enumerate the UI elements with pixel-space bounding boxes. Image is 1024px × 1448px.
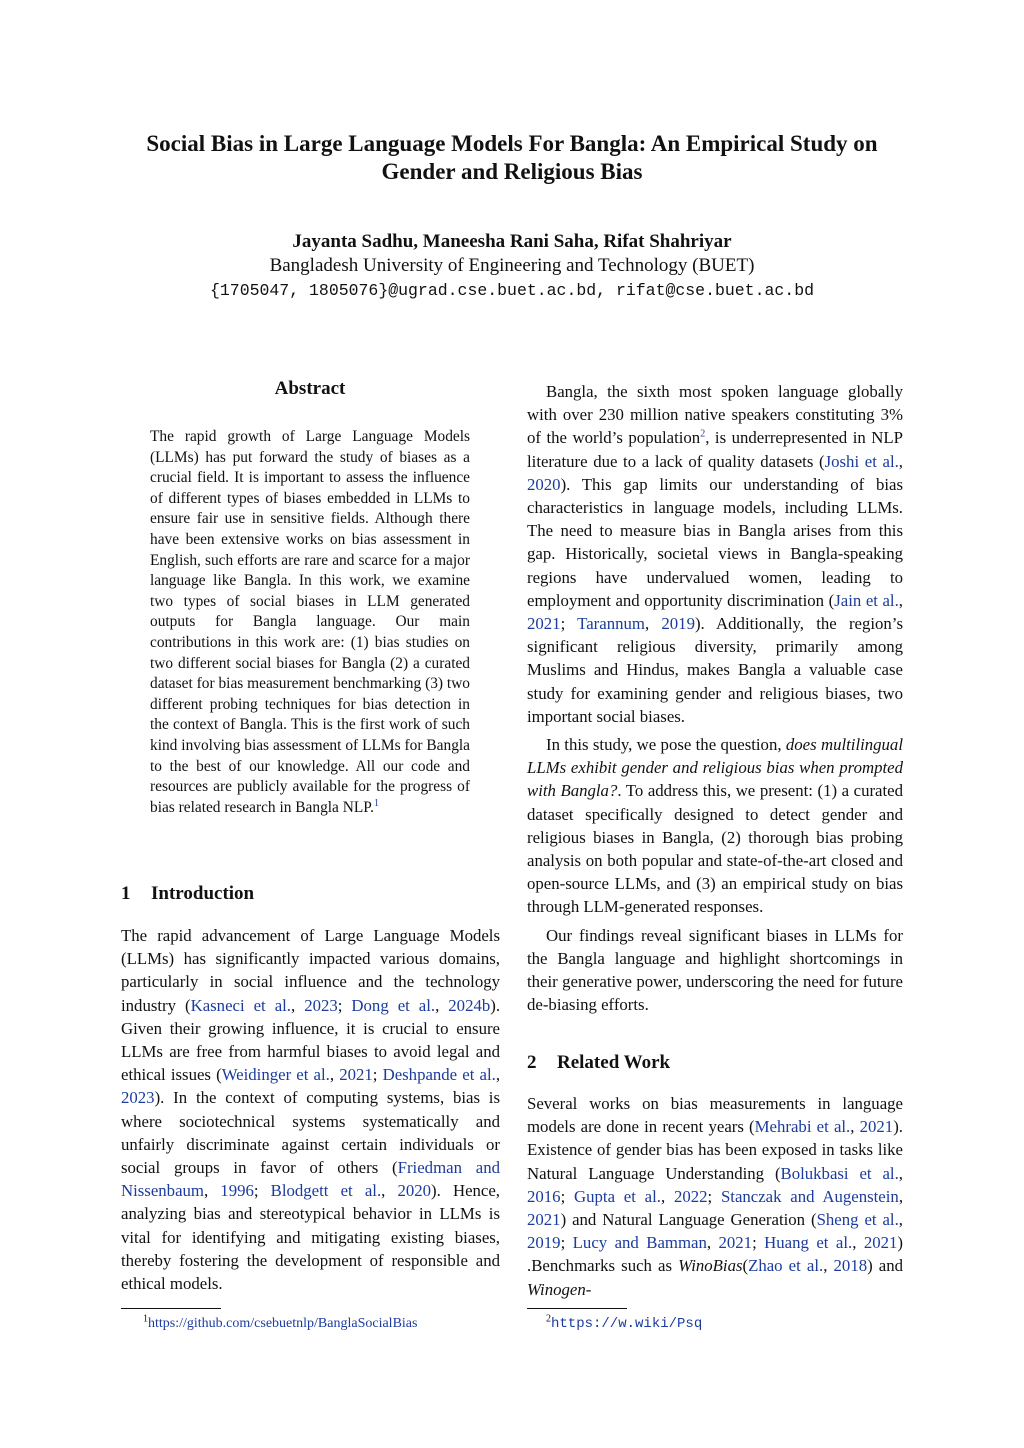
citation-link[interactable]: 2021 [863,1233,898,1253]
affiliation: Bangladesh University of Engineering and Technology (BUET) [269,255,755,276]
citation-link[interactable]: Stanczak and Augenstein [720,1186,899,1206]
abstract-heading: Abstract [274,378,346,399]
citation-link[interactable]: 2021 [339,1065,373,1085]
text: ). Given their growing influence, it is crucial to ensure LLMs are free from harmful biases to avoid legal and ethical issues ( [121,995,501,1085]
citation-link[interactable]: 2024b [448,995,491,1015]
abstract-body: The rapid growth of Large Language Models (LLMs) has put forward the study of biases as a crucial field. It is important to assess the influence of different types of biases embedded in LLMs to ensure fair use in sensitive fields. Although there have been extensive works on bias assessment in English, such efforts are rare and scarce for a major language like Bangla. In this work, we examine two types of social biases in LLM generated outputs for Bangla language. Our main contributions in this work are: (1) bias studies on two different social biases for Bangla (2) a curated dataset for bias measurement benchmarking (3) two different probing techniques for bias detection in the context of Bangla. This is the first work of such kind involving bias assessment of LLMs for Bangla to the best of our knowledge. All our code and resources are publicly available for the progress of bias related research in Bangla NLP. [150,428,470,816]
citation-link[interactable]: 2020 [527,474,561,494]
footnote-number: 1 [143,1313,148,1325]
citation-link[interactable]: 2022 [673,1186,708,1206]
text: , [850,1117,860,1137]
text: ) and [867,1256,904,1276]
text: ; [707,1186,721,1206]
text: ). Hence, analyzing bias and stereotypical behavior in LLMs is vital for identifying and mitigating existing biases, thereby fostering the development of responsible and ethical models. [121,1181,500,1294]
title-line-2: Gender and Religious Bias [381,159,643,184]
abstract-text [150,427,470,818]
citation-link[interactable]: 2016 [527,1186,561,1206]
text: , [823,1256,834,1276]
title-line-1: Social Bias in Large Language Models For Bangla: An Empirical Study on [146,131,878,156]
citation-link[interactable]: Weidinger et al. [221,1065,330,1085]
text: ). Existence of gender bias has been exposed in tasks like Natural Language Understanding ( [527,1117,903,1183]
benchmark-name: Winogen- [527,1279,592,1299]
right-column [527,380,903,1016]
benchmark-name: WinoBias [678,1256,743,1276]
arxiv-sidebar [8,478,74,1050]
citation-link[interactable]: Mehrabi et al. [754,1117,851,1137]
citation-link[interactable]: 2023 [121,1088,155,1108]
paragraph-bangla [527,380,903,728]
paragraph-study [527,733,903,919]
footnote-1 [143,1313,418,1332]
text: , [291,995,305,1015]
citation-link[interactable]: 2019 [527,1233,561,1253]
footnote-mark-2[interactable]: 2 [700,428,706,440]
text: , [381,1181,398,1201]
paragraph-findings: Our findings reveal significant biases in LLMs for the Bangla language and highlight shortcomings in their generative power, underscoring the need for future de-biasing efforts. [527,925,903,1015]
section-title: Introduction [151,883,255,904]
text: , [898,590,903,610]
text: ). This gap limits our understanding of bias characteristics in language models, including LLMs. The need to measure bias in Bangla arises from this gap. Historically, societal views in Bangla-speaking regions have undervalued women, leading to employment and opportunity discrimination ( [527,474,903,610]
text: ; [337,995,352,1015]
related-work-paragraph [527,1092,903,1301]
citation-link[interactable]: Jain et al. [834,590,899,610]
text: ; [752,1233,765,1253]
text: , is underrepresented in NLP literature due to a lack of quality datasets ( [527,428,903,471]
text: , [660,1186,674,1206]
citation-link[interactable]: Bolukbasi et al. [780,1163,899,1183]
text: ; [372,1065,383,1085]
section-number: 1 [121,883,131,904]
citation-link[interactable]: Dong et al. [351,995,436,1015]
text: Bangla, the sixth most spoken language globally with over 230 million native speakers constituting 3% of the world’s population [527,382,903,448]
text: , [898,451,903,471]
authors: Jayanta Sadhu, Maneesha Rani Saha, Rifat Shahriyar [292,231,732,252]
text: ; [253,1181,271,1201]
citation-link[interactable]: 2021 [527,614,561,634]
footnote-link[interactable]: https://github.com/csebuetnlp/BanglaSocialBias [148,1316,418,1331]
text: , [644,614,662,634]
text: . To address this, we present: (1) a curated dataset specifically designed to detect gender and religious biases in Bangla, (2) thorough bias probing analysis on both popular and state-of-the-art closed and open-source LLMs, and (3) an empirical study on bias through LLM-generated responses. [527,781,903,917]
citation-link[interactable]: Gupta et al. [574,1186,661,1206]
citation-link[interactable]: Joshi et al. [824,451,899,471]
citation-link[interactable]: Zhao et al. [748,1256,824,1276]
citation-link[interactable]: Blodgett et al. [270,1181,382,1201]
text: ; [560,614,578,634]
text: , [495,1065,501,1085]
text: , [435,995,449,1015]
citation-link[interactable]: Lucy and Bamman [572,1233,707,1253]
text: , [898,1163,903,1183]
paper-title [100,130,924,186]
footnote-mark-1[interactable]: 1 [373,797,379,809]
citation-link[interactable]: 1996 [220,1181,254,1201]
citation-link[interactable]: Sheng et al. [816,1210,899,1230]
text: Several works on bias measurements in language models are done in recent years ( [527,1094,903,1137]
citation-link[interactable]: Kasneci et al. [190,995,292,1015]
citation-link[interactable]: 2021 [718,1233,753,1253]
section-title: Related Work [557,1052,671,1073]
footnote-number: 2 [546,1313,551,1325]
citation-link[interactable]: Deshpande et al. [382,1065,496,1085]
emails: {1705047, 1805076}@ugrad.cse.buet.ac.bd, rifat@cse.buet.ac.bd [210,281,814,300]
text: , [329,1065,340,1085]
section-heading-related-work [527,1052,670,1074]
text: In this study, we pose the question, [546,735,786,755]
research-question: does multilingual LLMs exhibit gender and religious bias when prompted with Bangla? [527,735,903,801]
text: , [898,1186,904,1206]
citation-link[interactable]: Friedman and Nissenbaum [121,1158,500,1201]
text: , [898,1210,903,1230]
citation-link[interactable]: 2020 [397,1181,432,1201]
section-number: 2 [527,1052,537,1073]
citation-link[interactable]: 2018 [833,1256,868,1276]
text: ). In the context of computing systems, bias is where sociotechnical systems systematically and unfairly discriminate against certain individuals or social groups in favor of others ( [121,1088,500,1178]
citation-link[interactable]: Tarannum [577,614,645,634]
text: The rapid advancement of Large Language Models (LLMs) has significantly impacted various domains, particularly in social influence and the technology industry ( [121,926,500,1015]
citation-link[interactable]: 2023 [304,995,338,1015]
text: ; [560,1233,573,1253]
text: ) and Natural Language Generation ( [560,1210,817,1230]
citation-link[interactable]: Huang et al. [764,1233,853,1253]
intro-paragraph [121,924,500,1295]
citation-link[interactable]: 2019 [661,614,695,634]
footnote-rule [527,1308,627,1309]
footnote-2 [546,1313,703,1332]
text: , [852,1233,864,1253]
text: ). Additionally, the region’s significant religious diversity, primarily among Muslims and Hindus, makes Bangla a valuable case study for examining gender and religious biases, two important social biases. [527,614,904,726]
text: ( [742,1256,749,1276]
section-heading-introduction [121,883,254,905]
text: ; [560,1186,574,1206]
text: , [706,1233,719,1253]
text: ) .Benchmarks such as [527,1233,904,1276]
footnote-rule [121,1308,221,1309]
citation-link[interactable]: 2021 [859,1117,894,1137]
footnote-link[interactable]: https://w.wiki/Psq [551,1316,703,1332]
text: , [203,1181,221,1201]
citation-link[interactable]: 2021 [527,1210,561,1230]
